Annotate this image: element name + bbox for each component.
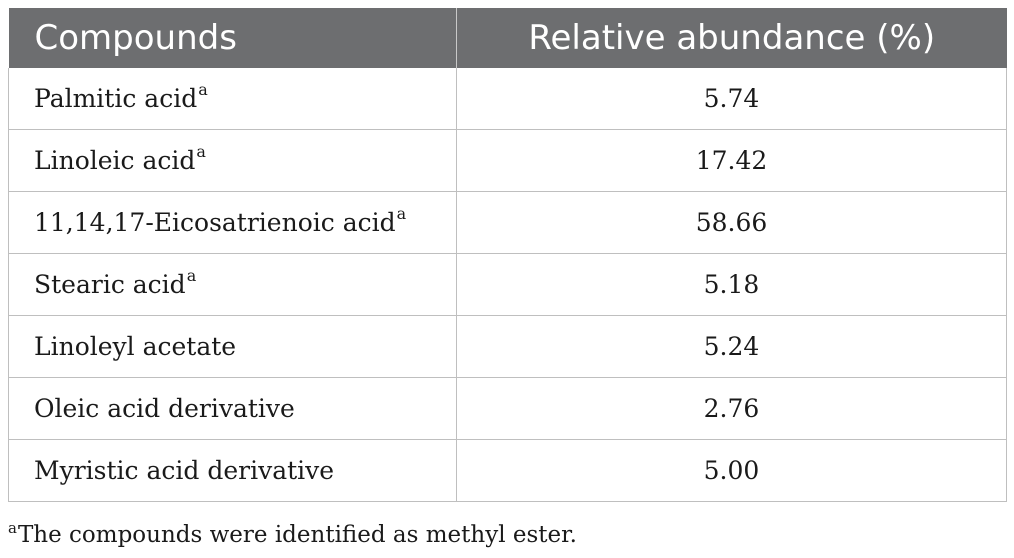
abundance-cell: 5.74 xyxy=(457,68,1007,130)
table-row xyxy=(9,440,1007,502)
abundance-cell: 5.24 xyxy=(457,316,1007,378)
abundance-cell: 5.00 xyxy=(457,440,1007,502)
compound-name: Oleic acid derivative xyxy=(34,394,295,423)
abundance-cell: 58.66 xyxy=(457,192,1007,254)
footnote-mark: a xyxy=(186,266,197,285)
compound-cell xyxy=(9,316,457,378)
abundance-cell: 5.18 xyxy=(457,254,1007,316)
compounds-table-container xyxy=(8,8,1006,502)
compound-name: Stearic acid xyxy=(34,270,186,299)
table-row xyxy=(9,254,1007,316)
table-footnote xyxy=(8,519,577,548)
abundance-cell: 2.76 xyxy=(457,378,1007,440)
footnote-mark: a xyxy=(396,204,407,223)
compound-cell xyxy=(9,378,457,440)
compound-cell xyxy=(9,192,457,254)
table-header-row xyxy=(9,8,1007,68)
compounds-table xyxy=(8,8,1007,502)
compound-name: Palmitic acid xyxy=(34,84,198,113)
table-row xyxy=(9,378,1007,440)
header-relative-abundance: Relative abundance (%) xyxy=(457,8,1007,68)
compound-cell xyxy=(9,440,457,502)
compound-name: 11,14,17-Eicosatrienoic acid xyxy=(34,208,396,237)
compound-cell xyxy=(9,254,457,316)
abundance-cell: 17.42 xyxy=(457,130,1007,192)
footnote-mark: a xyxy=(198,80,208,99)
footnote-mark: a xyxy=(196,142,206,161)
table-body xyxy=(9,68,1007,502)
table-row xyxy=(9,192,1007,254)
compound-cell xyxy=(9,130,457,192)
header-compounds: Compounds xyxy=(9,8,457,68)
compound-name: Linoleic acid xyxy=(34,146,196,175)
table-row xyxy=(9,68,1007,130)
compound-name: Myristic acid derivative xyxy=(34,456,335,485)
table-row xyxy=(9,130,1007,192)
compound-cell xyxy=(9,68,457,130)
footnote-text: The compounds were identified as methyl ester. xyxy=(17,522,577,548)
table-header xyxy=(9,8,1007,68)
footnote-mark: a xyxy=(8,519,17,537)
compound-name: Linoleyl acetate xyxy=(34,332,237,361)
table-row xyxy=(9,316,1007,378)
